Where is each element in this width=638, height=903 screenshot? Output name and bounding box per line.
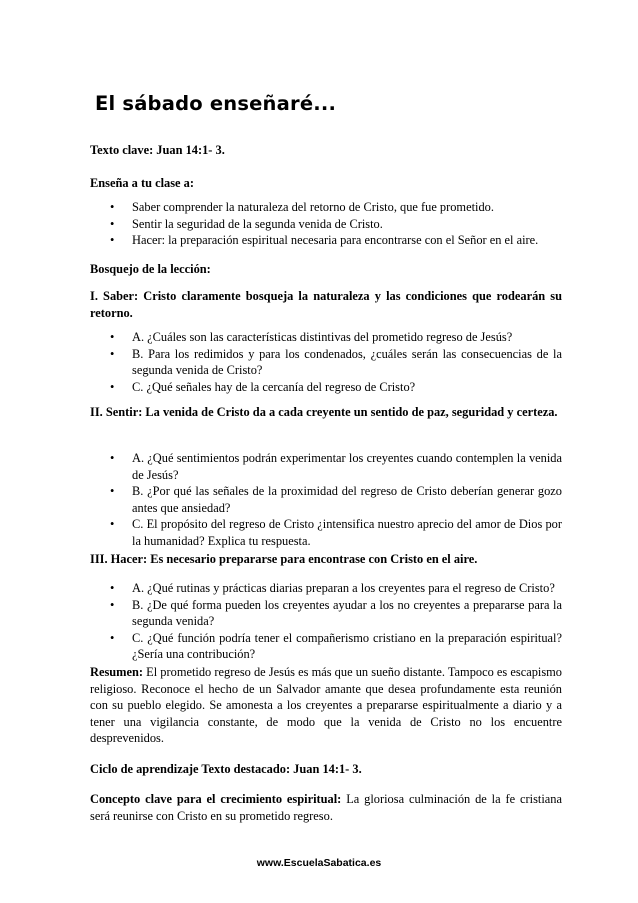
section2-heading: II. Sentir: La venida de Cristo da a cada creyente un sentido de paz, seguridad y certeza.: [90, 405, 558, 419]
page-title: El sábado enseñaré...: [95, 92, 337, 115]
list-item: • C. ¿Qué función podría tener el compañerismo cristiano en la preparación espiritual? ¿Sería una contribución?: [110, 630, 562, 662]
list-item: • B. ¿Por qué las señales de la proximidad del regreso de Cristo deberían generar gozo antes que ansiedad?: [110, 484, 562, 515]
bosquejo-heading: Bosquejo de la lección:: [90, 262, 211, 276]
list-item: • C. ¿Qué señales hay de la cercanía del regreso de Cristo?: [110, 379, 416, 394]
section1-list: [90, 329, 562, 395]
section3-list: [90, 580, 562, 663]
section2-list: [90, 450, 562, 550]
concepto-text: La gloriosa culminación de la fe cristiana será reunirse con Cristo en su prometido regreso.: [90, 792, 562, 823]
list-item: • A. ¿Qué rutinas y prácticas diarias preparan a los creyentes para el regreso de Cristo?: [110, 581, 555, 595]
section3-heading: III. Hacer: Es necesario prepararse para encontrase con Cristo en el aire.: [90, 552, 478, 566]
section1-heading: I. Saber: Cristo claramente bosqueja la naturaleza y las condiciones que rodearán su retorno.: [90, 289, 562, 320]
concepto-label: Concepto clave para el crecimiento espiritual:: [90, 792, 342, 806]
list-item: • A. ¿Cuáles son las características distintivas del prometido regreso de Jesús?: [110, 330, 513, 344]
ciclo-text: Ciclo de aprendizaje Texto destacado: Juan 14:1- 3.: [90, 762, 362, 776]
list-item: • Sentir la seguridad de la segunda venida de Cristo.: [110, 216, 383, 231]
ensena-heading: Enseña a tu clase a:: [90, 176, 194, 190]
list-item: • Saber comprender la naturaleza del retorno de Cristo, que fue prometido.: [110, 200, 494, 214]
list-item: • C. El propósito del regreso de Cristo ¿intensifica nuestro aprecio del amor de Dios por la humanidad? Explica tu respuesta.: [110, 517, 562, 548]
concepto-paragraph: [90, 791, 562, 824]
resumen-paragraph: [90, 664, 562, 747]
resumen-label: Resumen:: [90, 665, 143, 679]
list-item: • A. ¿Qué sentimientos podrán experimentar los creyentes cuando contemplen la venida de Jesús?: [110, 451, 562, 482]
resumen-text: El prometido regreso de Jesús es más que un sueño distante. Tampoco es escapismo religioso. Reconoce el hecho de un Salvador amante que desea profundamente esta reunión con su pueblo elegido. Se amonesta a los creyentes a prepararse espiritualmente a diario y a tener una vigilancia constante, de modo que la venida de Cristo no los encuentre desprevenidos.: [90, 665, 562, 746]
list-item: • Hacer: la preparación espiritual necesaria para encontrarse con el Señor en el aire.: [110, 233, 539, 248]
footer-url: www.EscuelaSabatica.es: [256, 857, 382, 869]
ensena-list: [90, 199, 562, 249]
list-item: • B. ¿De qué forma pueden los creyentes ayudar a los no creyentes a prepararse para la segunda venida?: [110, 597, 562, 629]
list-item: • B. Para los redimidos y para los condenados, ¿cuáles serán las consecuencias de la segunda venida de Cristo?: [110, 346, 562, 378]
texto-clave: Texto clave: Juan 14:1- 3.: [90, 143, 225, 157]
